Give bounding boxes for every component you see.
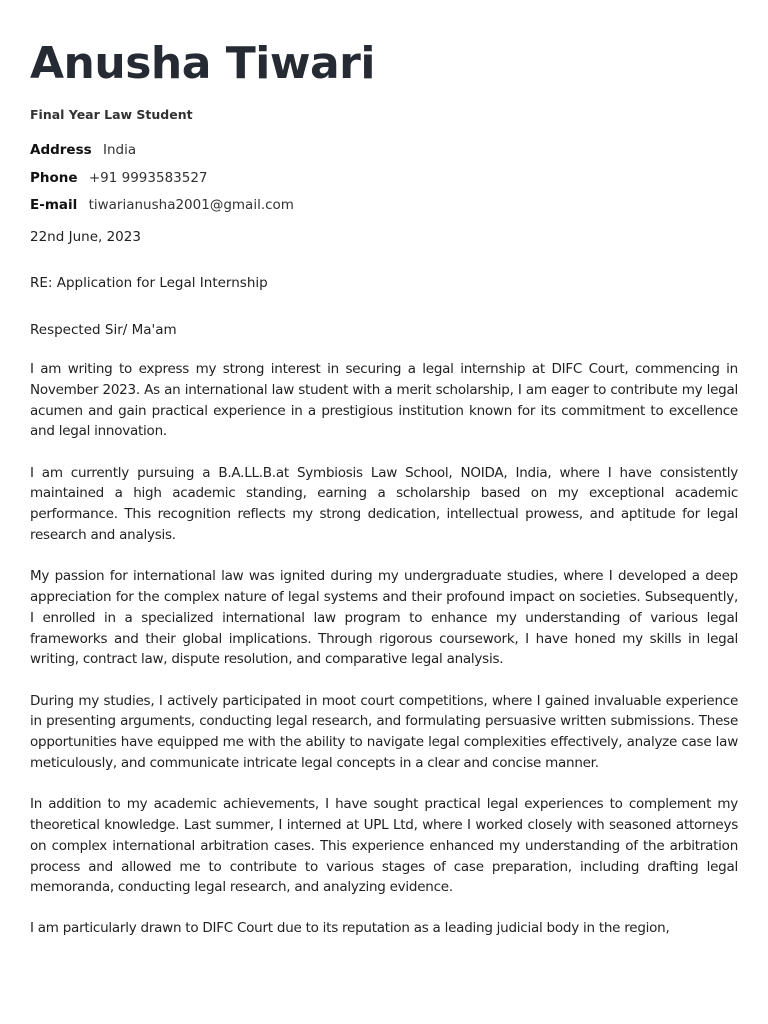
contact-phone-label: Phone xyxy=(30,169,78,186)
contact-phone-value: +91 9993583527 xyxy=(88,169,208,186)
contact-address xyxy=(30,141,738,159)
body-paragraph-2: I am currently pursuing a B.A.LL.B.at Symbiosis Law School, NOIDA, India, where I have consistently maintained a high academic standing, earning a scholarship based on my exceptional academic performance. This recognition reflects my strong dedication, intellectual prowess, and aptitude for legal research and analysis. xyxy=(30,464,738,543)
body-paragraph-1: I am writing to express my strong interest in securing a legal internship at DIFC Court, commencing in November 2023. As an international law student with a merit scholarship, I am eager to contribute my legal acumen and gain practical experience in a prestigious institution known for its commitment to excellence and legal innovation. xyxy=(30,361,738,440)
contact-email-value: tiwarianusha2001@gmail.com xyxy=(88,197,294,213)
contact-address-label: Address xyxy=(30,142,92,158)
applicant-name: Anusha Tiwari xyxy=(30,38,375,89)
body-paragraph-3: My passion for international law was ignited during my undergraduate studies, where I developed a deep appreciation for the complex nature of legal systems and their profound impact on societies. Subsequently, I enrolled in a specialized international law program to enhance my understanding of various legal frameworks and their global implications. Through rigorous coursework, I have honed my skills in legal writing, contract law, dispute resolution, and comparative legal analysis. xyxy=(30,568,738,668)
contact-phone xyxy=(30,169,738,187)
letter-subject: RE: Application for Legal Internship xyxy=(30,275,268,291)
applicant-title: Final Year Law Student xyxy=(30,107,193,122)
contact-email xyxy=(30,196,738,214)
contact-email-label: E-mail xyxy=(30,197,78,213)
letter-body xyxy=(30,359,738,939)
contact-address-value: India xyxy=(102,142,137,158)
body-paragraph-5: In addition to my academic achievements, I have sought practical legal experiences to complement my theoretical knowledge. Last summer, I interned at UPL Ltd, where I worked closely with seasoned attorneys on complex international arbitration cases. This experience enhanced my understanding of the arbitration process and allowed me to contribute to various stages of case preparation, including drafting legal memoranda, conducting legal research, and analyzing evidence. xyxy=(30,796,738,896)
body-paragraph-4: During my studies, I actively participated in moot court competitions, where I gained invaluable experience in presenting arguments, conducting legal research, and formulating persuasive written submissions. These opportunities have equipped me with the ability to navigate legal complexities effectively, analyze case law meticulously, and communicate intricate legal concepts in a clear and concise manner. xyxy=(30,692,738,771)
body-paragraph-6: I am particularly drawn to DIFC Court due to its reputation as a leading judicial body in the region, xyxy=(30,920,670,937)
letter-date: 22nd June, 2023 xyxy=(30,229,141,245)
contact-block xyxy=(30,141,738,214)
letter-salutation: Respected Sir/ Ma'am xyxy=(30,322,177,338)
